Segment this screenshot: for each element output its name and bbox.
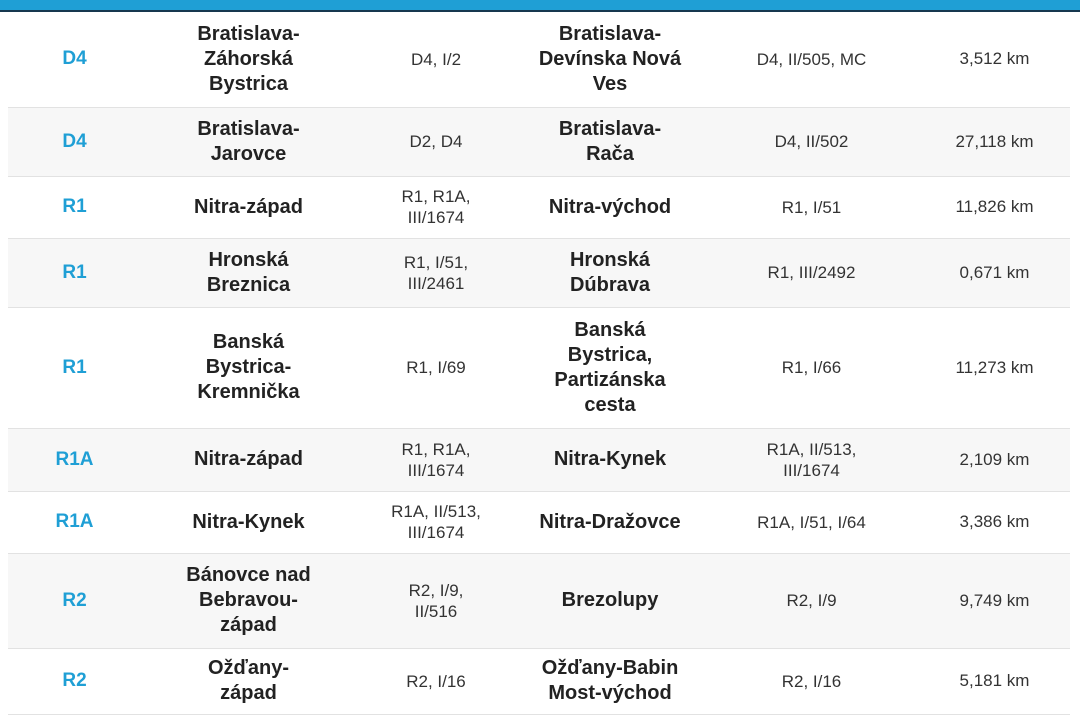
- to-place: Hronská Dúbrava: [569, 248, 651, 296]
- from-cell: [141, 491, 356, 553]
- to-connections: D4, II/502: [774, 132, 849, 151]
- to-place: Nitra-Kynek: [553, 448, 667, 470]
- length-cell: [919, 307, 1070, 428]
- from-connections-cell: [356, 648, 516, 714]
- from-cell: [141, 553, 356, 648]
- length-cell: [919, 553, 1070, 648]
- table-row: [8, 176, 1070, 238]
- to-place: Nitra-východ: [548, 195, 672, 218]
- from-place: Banská Bystrica-Kremnička: [197, 331, 300, 403]
- road-cell: [8, 491, 141, 553]
- from-cell: [141, 428, 356, 491]
- road-link[interactable]: D4: [62, 48, 87, 70]
- from-place: Nitra-západ: [194, 448, 303, 470]
- to-cell: [516, 428, 704, 491]
- section-length: 0,671 km: [959, 262, 1030, 282]
- from-place: Hronská Breznica: [206, 248, 291, 296]
- from-connections: R1, R1A, III/1674: [401, 439, 471, 480]
- to-cell: [516, 238, 704, 307]
- from-connections: R1, R1A, III/1674: [401, 187, 471, 227]
- from-connections: D4, I/2: [410, 49, 462, 69]
- from-cell: [141, 176, 356, 238]
- from-cell: [141, 648, 356, 714]
- from-connections-cell: [356, 491, 516, 553]
- from-place: Nitra-Kynek: [192, 510, 305, 533]
- from-connections-cell: [356, 107, 516, 176]
- to-place: Banská Bystrica, Partizánska cesta: [554, 318, 666, 416]
- road-link[interactable]: R2: [62, 670, 87, 691]
- to-cell: [516, 107, 704, 176]
- road-cell: [8, 648, 141, 714]
- to-cell: [516, 491, 704, 553]
- from-place: Bratislava-Záhorská Bystrica: [197, 22, 300, 95]
- table-row: [8, 12, 1070, 107]
- to-cell: [516, 12, 704, 107]
- table-row: [8, 307, 1070, 428]
- section-length: 3,512 km: [959, 49, 1030, 69]
- length-cell: [919, 428, 1070, 491]
- from-connections: R2, I/9, II/516: [408, 580, 464, 621]
- from-connections: D2, D4: [409, 132, 463, 151]
- from-place: Bratislava-Jarovce: [197, 117, 300, 165]
- table-row: [8, 553, 1070, 648]
- table-row: [8, 428, 1070, 491]
- road-sections-table: [8, 12, 1070, 715]
- from-cell: [141, 12, 356, 107]
- from-connections: R1, I/69: [406, 358, 466, 377]
- road-link[interactable]: R1: [62, 261, 87, 283]
- from-connections-cell: [356, 238, 516, 307]
- length-cell: [919, 491, 1070, 553]
- from-connections-cell: [356, 307, 516, 428]
- length-cell: [919, 648, 1070, 714]
- section-length: 11,826 km: [955, 197, 1034, 216]
- section-length: 27,118 km: [955, 131, 1034, 151]
- from-cell: [141, 238, 356, 307]
- to-place: Brezolupy: [561, 589, 659, 611]
- road-link[interactable]: D4: [62, 130, 87, 152]
- road-sections-table-container: [8, 12, 1070, 715]
- length-cell: [919, 12, 1070, 107]
- from-cell: [141, 107, 356, 176]
- to-connections: R1, III/2492: [767, 263, 856, 282]
- to-place: Ožďany-Babin Most-východ: [541, 657, 679, 704]
- to-place: Bratislava-Rača: [558, 117, 662, 165]
- to-cell: [516, 176, 704, 238]
- road-cell: [8, 107, 141, 176]
- table-header-bar: [0, 0, 1080, 10]
- to-connections-cell: [704, 107, 919, 176]
- road-link[interactable]: R1A: [55, 511, 94, 532]
- table-row: [8, 107, 1070, 176]
- to-connections-cell: [704, 307, 919, 428]
- road-cell: [8, 307, 141, 428]
- from-cell: [141, 307, 356, 428]
- from-place: Ožďany-západ: [207, 657, 290, 704]
- to-place: Bratislava-Devínska Nová Ves: [538, 22, 682, 95]
- to-connections: D4, II/505, MC: [756, 49, 867, 69]
- length-cell: [919, 107, 1070, 176]
- from-connections-cell: [356, 176, 516, 238]
- road-cell: [8, 238, 141, 307]
- from-connections: R2, I/16: [406, 671, 466, 691]
- to-connections-cell: [704, 428, 919, 491]
- from-connections: R1, I/51, III/2461: [403, 252, 469, 293]
- road-link[interactable]: R1A: [55, 448, 94, 470]
- road-cell: [8, 428, 141, 491]
- table-row: [8, 238, 1070, 307]
- road-cell: [8, 176, 141, 238]
- to-place: Nitra-Dražovce: [539, 510, 681, 533]
- to-connections: R1A, II/513, III/1674: [766, 439, 857, 480]
- road-link[interactable]: R1: [62, 196, 87, 217]
- from-connections-cell: [356, 428, 516, 491]
- table-row: [8, 491, 1070, 553]
- to-connections-cell: [704, 553, 919, 648]
- to-connections: R2, I/9: [786, 591, 837, 610]
- to-connections-cell: [704, 176, 919, 238]
- to-connections-cell: [704, 648, 919, 714]
- to-connections-cell: [704, 238, 919, 307]
- to-connections-cell: [704, 491, 919, 553]
- length-cell: [919, 238, 1070, 307]
- road-link[interactable]: R1: [62, 356, 87, 378]
- from-connections-cell: [356, 12, 516, 107]
- to-connections: R1A, I/51, I/64: [757, 512, 866, 532]
- road-cell: [8, 12, 141, 107]
- section-length: 3,386 km: [959, 512, 1030, 531]
- road-link[interactable]: R2: [62, 589, 87, 611]
- to-connections: R1, I/51: [781, 197, 842, 217]
- section-length: 2,109 km: [959, 449, 1030, 469]
- from-connections: R1A, II/513, III/1674: [391, 502, 481, 542]
- to-connections: R2, I/16: [781, 671, 842, 691]
- section-length: 11,273 km: [955, 357, 1034, 377]
- to-cell: [516, 307, 704, 428]
- from-place: Bánovce nad Bebravou-západ: [186, 564, 311, 636]
- to-connections: R1, I/66: [781, 358, 842, 377]
- length-cell: [919, 176, 1070, 238]
- table-row: [8, 648, 1070, 714]
- to-cell: [516, 553, 704, 648]
- from-connections-cell: [356, 553, 516, 648]
- section-length: 9,749 km: [959, 590, 1030, 610]
- section-length: 5,181 km: [959, 671, 1030, 690]
- road-cell: [8, 553, 141, 648]
- from-place: Nitra-západ: [194, 195, 303, 218]
- to-cell: [516, 648, 704, 714]
- to-connections-cell: [704, 12, 919, 107]
